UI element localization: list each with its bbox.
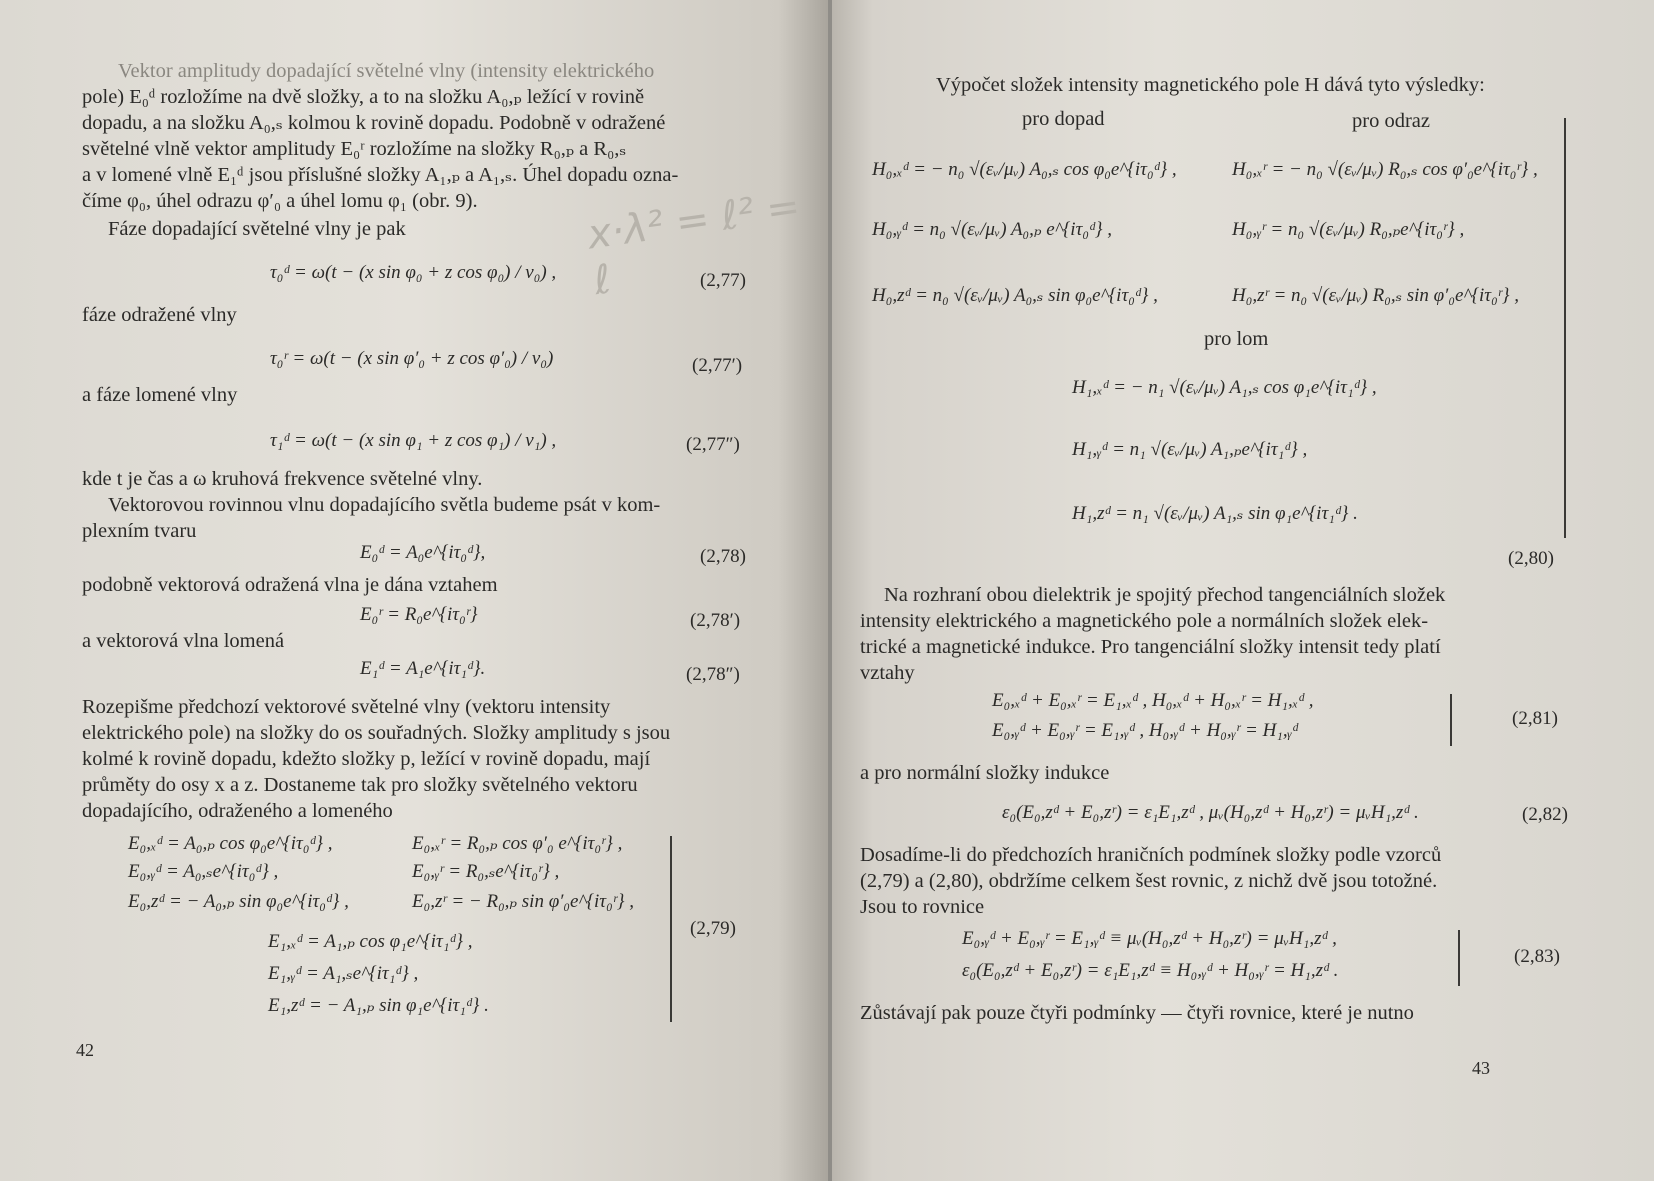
text-line: Vektorovou rovinnou vlnu dopadajícího světla budeme psát v kom- [108, 494, 661, 516]
text-line: Na rozhraní obou dielektrik je spojitý přechod tangenciálních složek [884, 584, 1446, 606]
label-reflected: pro odraz [1352, 110, 1430, 132]
equation-line: H₁,ᵧᵈ = n₁ √(εᵥ/μᵥ) A₁,ₚe^{iτ₁ᵈ} , [1072, 439, 1308, 460]
equation-number: (2,78″) [686, 664, 740, 685]
label-refracted: pro lom [1204, 328, 1269, 350]
label-incident: pro dopad [1022, 108, 1105, 130]
equation-line: E₀,ₓᵈ = A₀,ₚ cos φ₀e^{iτ₀ᵈ} , [128, 833, 333, 854]
refracted-phase-label: a fáze lomené vlny [82, 384, 238, 406]
equation-line: E₀,zᵈ = − A₀,ₚ sin φ₀e^{iτ₀ᵈ} , [128, 891, 349, 912]
equation-number: (2,78) [700, 546, 746, 567]
right-brace [1560, 118, 1566, 538]
text-line: pole) E₀ᵈ rozložíme na dvě složky, a to na složku A₀,ₚ ležící v rovině [82, 86, 645, 108]
equation-2-78-prime: E₀ʳ = R₀e^{iτ₀ʳ} [360, 604, 478, 625]
right-brace [664, 836, 672, 1022]
equation-line: E₀,ᵧʳ = R₀,ₛe^{iτ₀ʳ} , [412, 861, 560, 882]
equation-line: ε₀(E₀,zᵈ + E₀,zʳ) = ε₁E₁,zᵈ ≡ H₀,ᵧᵈ + H₀,ᵧʳ = H₁,zᵈ . [962, 960, 1339, 981]
right-page [832, 0, 1654, 1181]
text-line: dopadu, a na složku A₀,ₛ kolmou k rovině dopadu. Podobně v odražené [82, 112, 666, 134]
equation-line: E₀,ₓʳ = R₀,ₚ cos φ′₀ e^{iτ₀ʳ} , [412, 833, 623, 854]
right-brace [1446, 694, 1452, 746]
equation-line: E₀,ₓᵈ + E₀,ₓʳ = E₁,ₓᵈ , H₀,ₓᵈ + H₀,ₓʳ = H₁,ₓᵈ , [992, 690, 1314, 711]
equation-2-77: τ₀ᵈ = ω(t − (x sin φ₀ + z cos φ₀) / v₀) , [270, 262, 557, 283]
equation-2-77-double-prime: τ₁ᵈ = ω(t − (x sin φ₁ + z cos φ₁) / v₁) , [270, 430, 557, 451]
equation-line: H₀,zᵈ = n₀ √(εᵥ/μᵥ) A₀,ₛ sin φ₀e^{iτ₀ᵈ} , [872, 285, 1158, 306]
equation-line: H₀,ₓʳ = − n₀ √(εᵥ/μᵥ) R₀,ₛ cos φ′₀e^{iτ₀ʳ} , [1232, 159, 1538, 180]
equation-line: H₀,ₓᵈ = − n₀ √(εᵥ/μᵥ) A₀,ₛ cos φ₀e^{iτ₀ᵈ} , [872, 159, 1177, 180]
text-line: světelné vlně vektor amplitudy E₀ʳ rozložíme na složky R₀,ₚ a R₀,ₛ [82, 138, 627, 160]
text-line: (2,79) a (2,80), obdržíme celkem šest rovnic, z nichž dvě jsou totožné. [860, 870, 1438, 892]
page-number: 42 [76, 1040, 94, 1060]
text-line: trické a magnetické indukce. Pro tangenciální složky intensit tedy platí [860, 636, 1441, 658]
equation-number: (2,77) [700, 270, 746, 291]
text-line: a v lomené vlně E₁ᵈ jsou příslušné složky A₁,ₚ a A₁,ₛ. Úhel dopadu ozna- [82, 164, 679, 186]
text-line: Vektor amplitudy dopadající světelné vlny (intensity elektrického [118, 60, 655, 82]
text-line: Rozepišme předchozí vektorové světelné vlny (vektoru intensity [82, 696, 611, 718]
equation-number: (2,78′) [690, 610, 741, 631]
where-line: kde t je čas a ω kruhová frekvence světelné vlny. [82, 468, 483, 490]
text-line: intensity elektrického a magnetického pole a normálních složek elek- [860, 610, 1429, 632]
text-line: plexním tvaru [82, 520, 197, 542]
text-line: průměty do osy x a z. Dostaneme tak pro složky světelného vektoru [82, 774, 638, 796]
equation-line: H₀,ᵧᵈ = n₀ √(εᵥ/μᵥ) A₀,ₚ e^{iτ₀ᵈ} , [872, 219, 1112, 240]
equation-line: E₀,zʳ = − R₀,ₚ sin φ′₀e^{iτ₀ʳ} , [412, 891, 635, 912]
text-line: elektrického pole) na složky do os souřadných. Složky amplitudy s jsou [82, 722, 671, 744]
equation-number: (2,80) [1508, 548, 1554, 569]
text-line: vztahy [860, 662, 915, 684]
page-number: 43 [1472, 1058, 1490, 1078]
normal-components-label: a pro normální složky indukce [860, 762, 1110, 784]
equation-line: E₁,ᵧᵈ = A₁,ₛe^{iτ₁ᵈ} , [268, 963, 419, 984]
refracted-vector-label: a vektorová vlna lomená [82, 630, 285, 652]
equation-2-82: ε₀(E₀,zᵈ + E₀,zʳ) = ε₁E₁,zᵈ , μᵥ(H₀,zᵈ + H₀,zʳ) = μᵥH₁,zᵈ . [1002, 802, 1419, 823]
text-line: Jsou to rovnice [860, 896, 985, 918]
equation-line: H₀,ᵧʳ = n₀ √(εᵥ/μᵥ) R₀,ₚe^{iτ₀ʳ} , [1232, 219, 1465, 240]
equation-number: (2,79) [690, 918, 736, 939]
equation-line: E₀,ᵧᵈ + E₀,ᵧʳ = E₁,ᵧᵈ ≡ μᵥ(H₀,zᵈ + H₀,zʳ) = μᵥH₁,zᵈ , [962, 928, 1337, 949]
equation-2-78-double-prime: E₁ᵈ = A₁e^{iτ₁ᵈ}. [360, 658, 486, 679]
text-line: Dosadíme-li do předchozích hraničních podmínek složky podle vzorců [860, 844, 1442, 866]
equation-2-78: E₀ᵈ = A₀e^{iτ₀ᵈ}, [360, 542, 486, 563]
equation-number: (2,81) [1512, 708, 1558, 729]
equation-line: H₀,zʳ = n₀ √(εᵥ/μᵥ) R₀,ₛ sin φ′₀e^{iτ₀ʳ} , [1232, 285, 1519, 306]
phase-intro: Fáze dopadající světelné vlny je pak [108, 218, 406, 240]
last-line: Zůstávají pak pouze čtyři podmínky — čtyři rovnice, které je nutno [860, 1002, 1414, 1024]
intro-line: Výpočet složek intensity magnetického pole H dává tyto výsledky: [936, 74, 1485, 96]
text-line: číme φ₀, úhel odrazu φ′₀ a úhel lomu φ₁ (obr. 9). [82, 190, 478, 212]
reflected-vector-label: podobně vektorová odražená vlna je dána vztahem [82, 574, 498, 596]
text-line: kolmé k rovině dopadu, kdežto složky p, ležící v rovině dopadu, mají [82, 748, 651, 770]
pencil-annotation: x·λ² = ℓ² = ℓ [584, 183, 803, 305]
equation-2-77-prime: τ₀ʳ = ω(t − (x sin φ′₀ + z cos φ′₀) / v₀) [270, 348, 554, 369]
equation-line: H₁,zᵈ = n₁ √(εᵥ/μᵥ) A₁,ₛ sin φ₁e^{iτ₁ᵈ} . [1072, 503, 1358, 524]
equation-line: E₀,ᵧᵈ = A₀,ₛe^{iτ₀ᵈ} , [128, 861, 279, 882]
equation-line: E₁,ₓᵈ = A₁,ₚ cos φ₁e^{iτ₁ᵈ} , [268, 931, 473, 952]
equation-number: (2,83) [1514, 946, 1560, 967]
equation-line: E₁,zᵈ = − A₁,ₚ sin φ₁e^{iτ₁ᵈ} . [268, 995, 489, 1016]
equation-number: (2,82) [1522, 804, 1568, 825]
equation-number: (2,77′) [692, 355, 743, 376]
reflected-phase-label: fáze odražené vlny [82, 304, 237, 326]
equation-line: E₀,ᵧᵈ + E₀,ᵧʳ = E₁,ᵧᵈ , H₀,ᵧᵈ + H₀,ᵧʳ = H₁,ᵧᵈ [992, 720, 1298, 741]
equation-number: (2,77″) [686, 434, 740, 455]
right-brace [1454, 930, 1460, 986]
text-line: dopadajícího, odraženého a lomeného [82, 800, 393, 822]
equation-line: H₁,ₓᵈ = − n₁ √(εᵥ/μᵥ) A₁,ₛ cos φ₁e^{iτ₁ᵈ} , [1072, 377, 1377, 398]
